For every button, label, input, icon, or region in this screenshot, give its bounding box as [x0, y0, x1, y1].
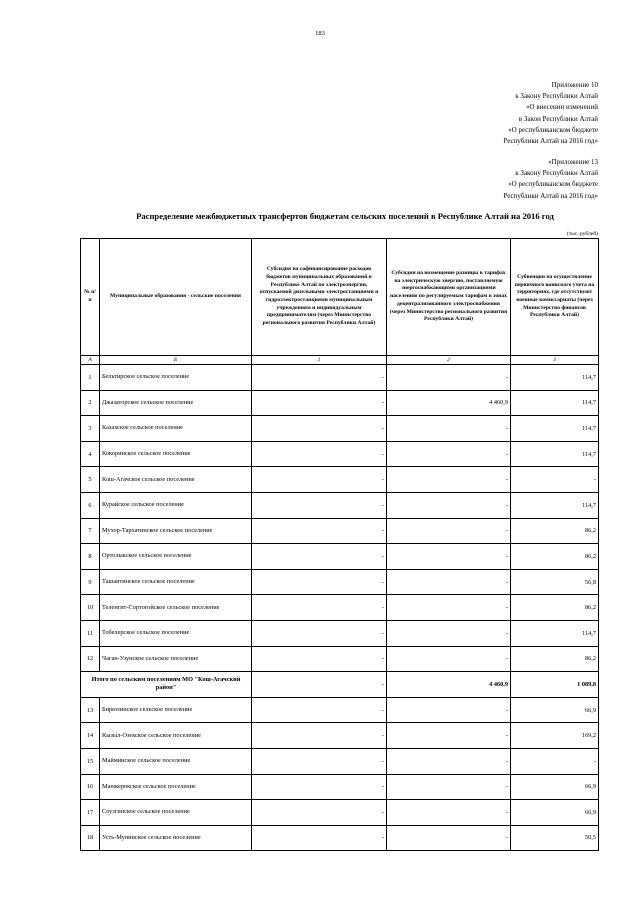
row-col1: - — [252, 569, 387, 595]
row-number: 7 — [81, 518, 100, 544]
row-number: 18 — [81, 825, 100, 851]
row-col2: - — [387, 365, 511, 391]
appendix-block-1 — [503, 80, 598, 147]
row-col2: - — [387, 774, 511, 800]
header-col3: Субвенции на осуществление первичного воинского учета на территориях, где отсутствуют военные комиссариаты (через Министерство финансов Республики Алтай) — [511, 239, 599, 356]
row-col2: - — [387, 467, 511, 493]
row-col2: - — [387, 416, 511, 442]
row-col1: - — [252, 774, 387, 800]
row-name: Тобелерское сельское поселение — [100, 620, 252, 646]
row-col1: - — [252, 800, 387, 826]
row-col1: - — [252, 646, 387, 672]
row-name: Кызыл-Озекское сельское поселение — [100, 723, 252, 749]
row-col1: - — [252, 595, 387, 621]
row-col1: - — [252, 825, 387, 851]
row-col1: - — [252, 748, 387, 774]
row-col2: - — [387, 723, 511, 749]
column-number: А — [81, 356, 100, 365]
table-row — [81, 365, 599, 391]
row-col3: 86,2 — [511, 544, 599, 570]
appendix-line: «О внесении изменений — [526, 103, 598, 112]
table-row — [81, 467, 599, 493]
row-col2: - — [387, 518, 511, 544]
row-name: Казахское сельское поселение — [100, 416, 252, 442]
row-col1: - — [252, 390, 387, 416]
row-number: 4 — [81, 441, 100, 467]
row-name: Соузгинское сельское поселение — [100, 800, 252, 826]
appendix-line: Приложение 10 — [551, 81, 598, 89]
table-row — [81, 646, 599, 672]
column-number: 2 — [387, 356, 511, 365]
page-number: 183 — [315, 30, 325, 37]
row-col3: - — [511, 748, 599, 774]
row-col1: - — [252, 723, 387, 749]
row-number: 5 — [81, 467, 100, 493]
row-col2: - — [387, 492, 511, 518]
row-number: 8 — [81, 544, 100, 570]
appendix-line: Республики Алтай на 2016 год» — [503, 137, 598, 146]
row-col3: 114,7 — [511, 441, 599, 467]
row-number: 9 — [81, 569, 100, 595]
appendix-line: «О республиканском бюджете — [508, 180, 598, 189]
row-number: 13 — [81, 697, 100, 723]
table-row — [81, 492, 599, 518]
table-row — [81, 544, 599, 570]
table-body-kosh-agach — [81, 365, 599, 672]
row-col1: - — [252, 620, 387, 646]
row-col3: 66,9 — [511, 800, 599, 826]
row-col2: - — [387, 748, 511, 774]
header-col1: Субсидия на софинансирование расходов бюджетов муниципальных образований в Республике Алтай по электроэнергии, отпускаемой дизельными электростанциями и гидроэлектростанциями муниципальным учреждениям и индивидуальным предпринимателям (через Министерство регионального развития Республики Алтай) — [252, 239, 387, 356]
header-col2: Субсидия на возмещение разницы в тарифах на электрическую энергию, поставляемую энергоснабжающими организациями населению по регулируемым тарифам в зонах децентрализованного электроснабжения (через Министерство регионального развития Республики Алтай) — [387, 239, 511, 356]
row-col1: - — [252, 697, 387, 723]
row-col2: 4 460,9 — [387, 390, 511, 416]
table-row — [81, 620, 599, 646]
table-header-row — [81, 239, 599, 356]
column-number: 1 — [252, 356, 387, 365]
row-name: Усть-Мунинское сельское поселение — [100, 825, 252, 851]
row-col1: - — [252, 518, 387, 544]
row-col1: - — [252, 544, 387, 570]
row-name: Ортолыкское сельское поселение — [100, 544, 252, 570]
total-col3: 1 089,8 — [511, 672, 599, 698]
table-row — [81, 748, 599, 774]
total-col1: - — [252, 672, 387, 698]
row-name: Теленгит-Сортогойское сельское поселение — [100, 595, 252, 621]
row-number: 15 — [81, 748, 100, 774]
appendix-line: к Закону Республики Алтай — [515, 169, 598, 178]
total-label: Итого по сельским поселениям МО "Кош-Агачский район" — [81, 672, 252, 698]
row-name: Бирюлинское сельское поселение — [100, 697, 252, 723]
row-col2: - — [387, 825, 511, 851]
table-row — [81, 825, 599, 851]
row-col2: - — [387, 800, 511, 826]
row-number: 11 — [81, 620, 100, 646]
row-number: 16 — [81, 774, 100, 800]
row-number: 14 — [81, 723, 100, 749]
table-row — [81, 723, 599, 749]
row-number: 1 — [81, 365, 100, 391]
total-row — [81, 672, 599, 698]
appendix-line: «О республиканском бюджете — [508, 125, 598, 134]
row-col2: - — [387, 646, 511, 672]
row-col3: 66,9 — [511, 697, 599, 723]
row-col2: - — [387, 595, 511, 621]
row-col2: - — [387, 620, 511, 646]
row-name: Курайское сельское поселение — [100, 492, 252, 518]
row-number: 6 — [81, 492, 100, 518]
row-col1: - — [252, 492, 387, 518]
table-row — [81, 595, 599, 621]
table-row — [81, 441, 599, 467]
appendix-line: к Закону Республики Алтай — [515, 92, 598, 101]
table-row — [81, 697, 599, 723]
row-number: 3 — [81, 416, 100, 442]
distribution-table — [80, 238, 599, 851]
column-number: 3 — [511, 356, 599, 365]
table-row — [81, 518, 599, 544]
document-title: Распределение межбюджетных трансфертов бюджетам сельских поселений в Республике Алтай на 2016 год — [136, 211, 554, 221]
row-col2: - — [387, 441, 511, 467]
row-col3: 86,2 — [511, 646, 599, 672]
row-name: Манжерокское сельское поселение — [100, 774, 252, 800]
header-num: № п/п — [81, 239, 100, 356]
appendix-line: в Закон Республики Алтай — [518, 114, 598, 123]
row-name: Кош-Агачское сельское поселение — [100, 467, 252, 493]
column-number-row — [81, 356, 599, 365]
table-row — [81, 774, 599, 800]
row-number: 10 — [81, 595, 100, 621]
row-col3: 56,8 — [511, 569, 599, 595]
row-col3: 114,7 — [511, 390, 599, 416]
header-name: Муниципальные образования - сельские поселения — [100, 239, 252, 356]
row-number: 12 — [81, 646, 100, 672]
table-total — [81, 672, 599, 698]
column-number: Б — [100, 356, 252, 365]
total-col2: 4 460,9 — [387, 672, 511, 698]
appendix-block-2 — [503, 157, 598, 202]
row-col3: 114,7 — [511, 492, 599, 518]
row-name: Джазаторское сельское поселение — [100, 390, 252, 416]
row-col1: - — [252, 365, 387, 391]
row-col3: 169,2 — [511, 723, 599, 749]
row-name: Майминское сельское поселение — [100, 748, 252, 774]
row-col3: 86,2 — [511, 595, 599, 621]
appendix-line: «Приложение 13 — [548, 158, 598, 166]
row-col3: 86,2 — [511, 518, 599, 544]
table-body-mayma — [81, 697, 599, 851]
table-row — [81, 390, 599, 416]
row-name: Ташантинское сельское поселение — [100, 569, 252, 595]
row-col3: 114,7 — [511, 365, 599, 391]
row-name: Кокоринское сельское поселение — [100, 441, 252, 467]
table-row — [81, 569, 599, 595]
row-col2: - — [387, 544, 511, 570]
row-col3: 50,5 — [511, 825, 599, 851]
row-col1: - — [252, 467, 387, 493]
row-col3: - — [511, 467, 599, 493]
row-col2: - — [387, 569, 511, 595]
table-row — [81, 416, 599, 442]
row-number: 17 — [81, 800, 100, 826]
row-col3: 66,9 — [511, 774, 599, 800]
row-col1: - — [252, 416, 387, 442]
row-col3: 114,7 — [511, 416, 599, 442]
row-number: 2 — [81, 390, 100, 416]
row-name: Мухор-Тархатинское сельское поселение — [100, 518, 252, 544]
row-name: Бельтирское сельское поселение — [100, 365, 252, 391]
row-col1: - — [252, 441, 387, 467]
unit-label: (тыс. рублей) — [566, 231, 598, 237]
appendix-line: Республики Алтай на 2016 год» — [503, 191, 598, 200]
row-col3: 114,7 — [511, 620, 599, 646]
row-col2: - — [387, 697, 511, 723]
row-name: Чаган-Узунское сельское поселение — [100, 646, 252, 672]
table-row — [81, 800, 599, 826]
